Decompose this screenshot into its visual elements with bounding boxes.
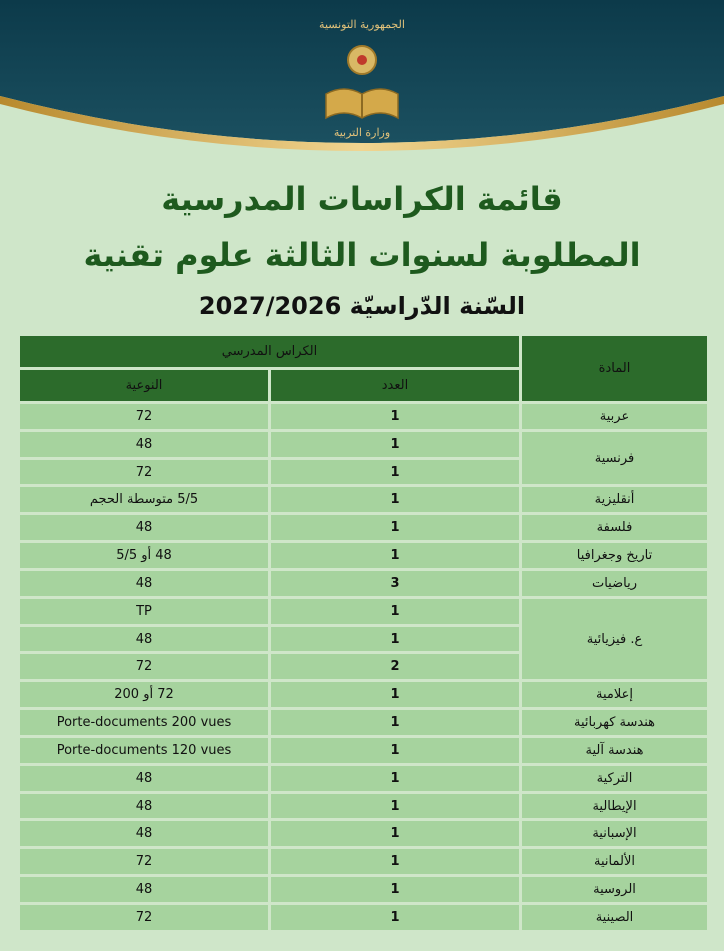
notebooks-table [17,333,710,933]
subject-cell: الروسية [522,877,707,902]
table-row [20,432,707,457]
table-row [20,487,707,512]
subject-cell: الألمانية [522,849,707,874]
subject-cell: إعلامية [522,682,707,707]
table-row [20,849,707,874]
count-cell: 1 [271,515,519,540]
table-row [20,794,707,819]
type-cell: 72 [20,654,268,679]
table-row [20,571,707,596]
count-cell: 1 [271,738,519,763]
type-cell: 72 أو 200 [20,682,268,707]
table-row [20,682,707,707]
header-count: العدد [271,370,519,401]
emblem-republic-text: الجمهورية التونسية [319,18,405,31]
type-cell: 48 أو 5/5 [20,543,268,568]
subject-cell: فرنسية [522,432,707,485]
subject-cell: الإسبانية [522,821,707,846]
page-title: قائمة الكراسات المدرسية [161,180,563,218]
type-cell: 72 [20,460,268,485]
subject-cell: هندسة آلية [522,738,707,763]
type-cell: 48 [20,877,268,902]
type-cell: TP [20,599,268,624]
type-cell: Porte-documents 200 vues [20,710,268,735]
type-cell: 72 [20,905,268,930]
emblem-ministry-text: وزارة التربية [333,126,391,139]
count-cell: 1 [271,849,519,874]
type-cell: 72 [20,404,268,429]
count-cell: 1 [271,682,519,707]
school-year-heading: السّنة الدّراسيّة 2027/2026 [198,292,526,320]
type-cell: 48 [20,794,268,819]
table-row [20,766,707,791]
table-row [20,599,707,624]
subject-cell: هندسة كهربائية [522,710,707,735]
table-row [20,515,707,540]
count-cell: 1 [271,487,519,512]
count-cell: 1 [271,877,519,902]
subject-cell: عربية [522,404,707,429]
table-row [20,404,707,429]
subject-cell: رياضيات [522,571,707,596]
table-row [20,821,707,846]
type-cell: 48 [20,766,268,791]
type-cell: 48 [20,627,268,652]
type-cell: 48 [20,515,268,540]
subject-cell: فلسفة [522,515,707,540]
header-subject: المادة [522,336,707,401]
count-cell: 1 [271,710,519,735]
subject-cell: أنقليزية [522,487,707,512]
count-cell: 1 [271,543,519,568]
count-cell: 3 [271,571,519,596]
table-row [20,877,707,902]
subject-cell: الصينية [522,905,707,930]
subject-cell: الإيطالية [522,794,707,819]
count-cell: 2 [271,654,519,679]
ministry-emblem [312,14,412,150]
count-cell: 1 [271,627,519,652]
type-cell: 48 [20,821,268,846]
type-cell: 48 [20,571,268,596]
header-notebook-group: الكراس المدرسي [20,336,519,367]
count-cell: 1 [271,599,519,624]
count-cell: 1 [271,404,519,429]
count-cell: 1 [271,821,519,846]
count-cell: 1 [271,794,519,819]
table-row [20,543,707,568]
table-row [20,738,707,763]
page-subtitle: المطلوبة لسنوات الثالثة علوم تقنية [83,236,641,274]
type-cell: 5/5 متوسطة الحجم [20,487,268,512]
type-cell: 48 [20,432,268,457]
subject-cell: تاريخ وجغرافيا [522,543,707,568]
count-cell: 1 [271,905,519,930]
count-cell: 1 [271,766,519,791]
header-type: النوعية [20,370,268,401]
table-row [20,710,707,735]
header-banner [0,0,724,160]
coat-of-arms-book-icon [312,32,412,132]
count-cell: 1 [271,460,519,485]
type-cell: 72 [20,849,268,874]
subject-cell: التركية [522,766,707,791]
type-cell: Porte-documents 120 vues [20,738,268,763]
table-row [20,905,707,930]
count-cell: 1 [271,432,519,457]
subject-cell: ع. فيزيائية [522,599,707,679]
